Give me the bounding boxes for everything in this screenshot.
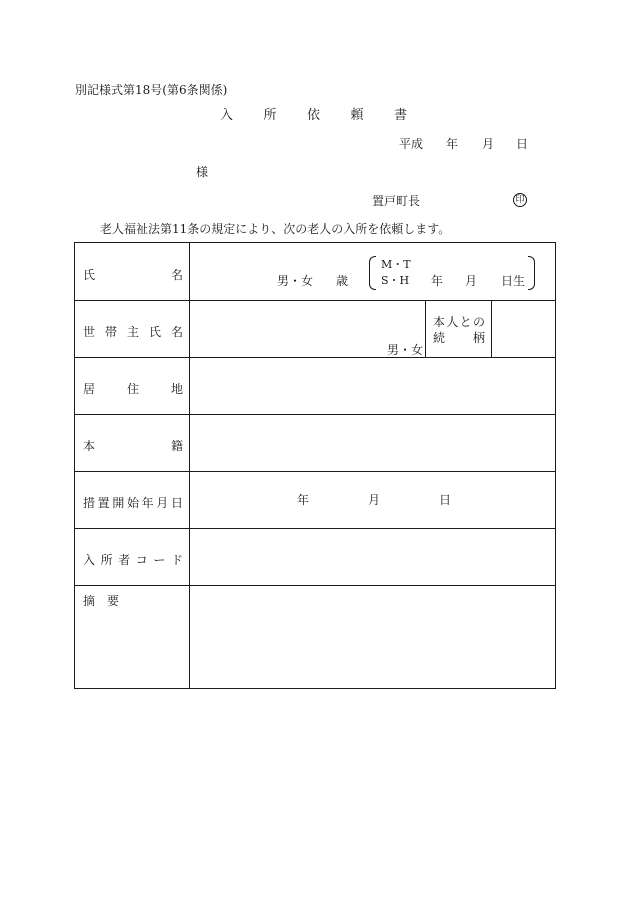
relation-char: 柄 (472, 331, 485, 345)
label-char: 世 (83, 325, 96, 339)
row-divider (75, 300, 555, 301)
form-number: 別記様式第18号(第6条関係) (75, 83, 228, 97)
date-year-label: 年 (446, 137, 459, 151)
remarks-label (83, 595, 119, 607)
label-char: 帯 (104, 325, 117, 339)
label-char: 住 (126, 382, 139, 396)
label-char: 要 (106, 594, 119, 608)
seal-char: 印 (515, 194, 525, 205)
start-year-label: 年 (297, 493, 310, 507)
label-char: 月 (156, 496, 169, 510)
label-char: 主 (126, 325, 139, 339)
label-char: 始 (126, 496, 139, 510)
title-char: 所 (263, 108, 277, 123)
era-options-mt: M・T (381, 258, 411, 271)
column-divider (425, 300, 426, 357)
relation-label-line2 (433, 332, 485, 344)
label-char: 名 (170, 268, 183, 282)
label-char: 氏 (83, 268, 96, 282)
label-char: 置 (97, 496, 110, 510)
label-char: 氏 (148, 325, 161, 339)
row-divider (75, 357, 555, 358)
start-day-label: 日 (439, 493, 452, 507)
addressee-suffix: 様 (196, 165, 209, 179)
relation-char: と (459, 315, 472, 329)
intro-text: 老人福祉法第11条の規定により、次の老人の入所を依頼します。 (100, 222, 451, 236)
seal-mark (513, 193, 527, 207)
birth-year-label: 年 (431, 274, 444, 288)
label-char: ー (153, 553, 166, 567)
date-era: 平成 (399, 137, 424, 151)
birth-day-label: 日生 (501, 274, 526, 288)
title-char: 入 (220, 108, 234, 123)
label-char: 名 (170, 325, 183, 339)
row-divider (75, 585, 555, 586)
label-char: 年 (141, 496, 154, 510)
label-char: コ (135, 553, 148, 567)
title-char: 頼 (350, 108, 364, 123)
column-divider (491, 300, 492, 357)
label-char: 措 (83, 496, 96, 510)
label-char: 地 (170, 382, 183, 396)
label-char: 所 (100, 553, 113, 567)
row-divider (75, 471, 555, 472)
age-unit: 歳 (336, 274, 349, 288)
title-char: 依 (306, 108, 320, 123)
title-char: 書 (393, 108, 407, 123)
row-divider (75, 414, 555, 415)
label-char: 入 (83, 553, 96, 567)
date-month-label: 月 (482, 137, 495, 151)
column-divider (189, 243, 190, 688)
relation-label-line1 (433, 316, 485, 328)
residence-label (83, 380, 183, 397)
document-title (220, 109, 407, 122)
householder-label (83, 323, 183, 340)
era-options-sh: S・H (381, 274, 410, 287)
era-bracket-left (369, 256, 376, 290)
domicile-label (83, 437, 183, 454)
label-char: 者 (118, 553, 131, 567)
relation-char: 人 (446, 315, 459, 329)
era-bracket-right (528, 256, 535, 290)
label-char: 摘 (83, 594, 96, 608)
householder-sex-options: 男・女 (387, 343, 424, 357)
label-char: 本 (83, 439, 96, 453)
label-char: 日 (170, 496, 183, 510)
relation-char: 本 (433, 315, 446, 329)
request-form-table (74, 242, 556, 689)
birth-month-label: 月 (465, 274, 478, 288)
code-label (83, 551, 183, 568)
name-label (83, 266, 183, 283)
label-char: ド (170, 553, 183, 567)
row-divider (75, 528, 555, 529)
label-char: 籍 (170, 439, 183, 453)
start-date-label (83, 494, 183, 511)
relation-char: 続 (433, 331, 446, 345)
relation-char: の (472, 315, 485, 329)
issuer-title: 置戸町長 (372, 194, 421, 208)
label-char: 居 (83, 382, 96, 396)
date-day-label: 日 (516, 137, 529, 151)
start-month-label: 月 (368, 493, 381, 507)
label-char: 開 (112, 496, 125, 510)
name-sex-options: 男・女 (277, 274, 314, 288)
